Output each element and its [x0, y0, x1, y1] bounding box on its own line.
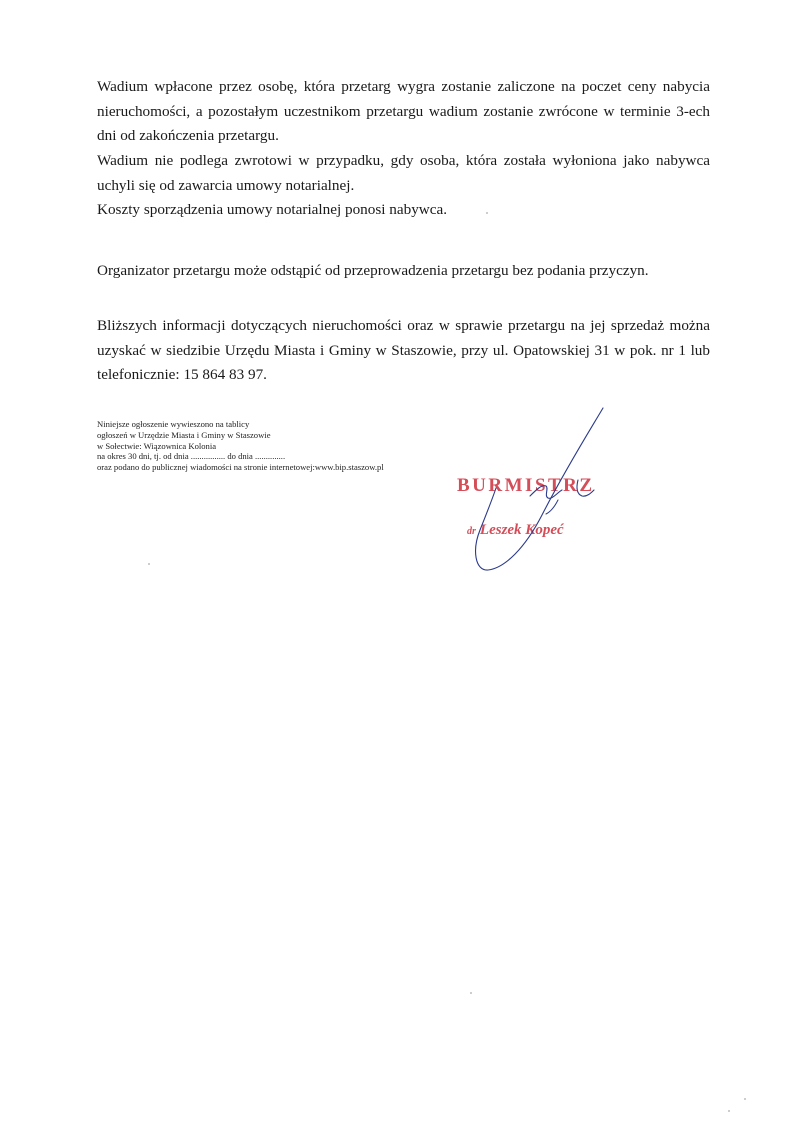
- scan-speck: [728, 1110, 730, 1112]
- scan-speck: [148, 563, 150, 565]
- paragraph-contact-info: Bliższych informacji dotyczących nieruchomości oraz w sprawie przetargu na jej sprzedaż można uzyskać w siedzibie Urzędu Miasta i Gminy w Staszowie, przy ul. Opatowskiej 31 w pok. nr 1 lub telefonicznie: 15 864 83 97.: [97, 317, 710, 383]
- paragraph-notary-costs: Koszty sporządzenia umowy notarialnej ponosi nabywca.: [97, 201, 448, 218]
- stamp-title: BURMISTRZ: [457, 475, 595, 496]
- notice-line: w Sołectwie: Wiązownica Kolonia: [97, 440, 217, 451]
- handwritten-signature: [470, 400, 620, 580]
- stamp-name-text: Leszek Kopeć: [479, 522, 564, 538]
- notice-line: na okres 30 dni, tj. od dnia ................ do dnia ..............: [97, 451, 286, 462]
- scan-speck: [744, 1098, 746, 1100]
- notice-line: oraz podano do publicznej wiadomości na stronie internetowej:www.bip.staszow.pl: [97, 462, 384, 473]
- paragraph-wadium-forfeit: Wadium nie podlega zwrotowi w przypadku, gdy osoba, która została wyłoniona jako nabywca uchyli się od zawarcia umowy notarialnej.: [97, 152, 710, 194]
- posting-notice: [97, 419, 384, 473]
- notice-line: ogłoszeń w Urzędzie Miasta i Gminy w Staszowie: [97, 429, 271, 440]
- stamp-name-prefix: dr: [467, 526, 476, 537]
- paragraph-wadium-forfeit-block: [97, 149, 710, 223]
- paragraph-wadium-refund: Wadium wpłacone przez osobę, która przetarg wygra zostanie zaliczone na poczet ceny nabycia nieruchomości, a pozostałym uczestnikom przetargu wadium zostanie zwrócone w terminie 3-ech dni od zakończenia przetargu.: [97, 78, 710, 144]
- scan-speck: [470, 992, 472, 994]
- notice-line: Niniejsze ogłoszenie wywieszono na tablicy: [97, 419, 250, 429]
- scan-speck: [486, 212, 488, 214]
- paragraph-organizer-withdrawal: Organizator przetargu może odstąpić od przeprowadzenia przetargu bez podania przyczyn.: [97, 262, 649, 279]
